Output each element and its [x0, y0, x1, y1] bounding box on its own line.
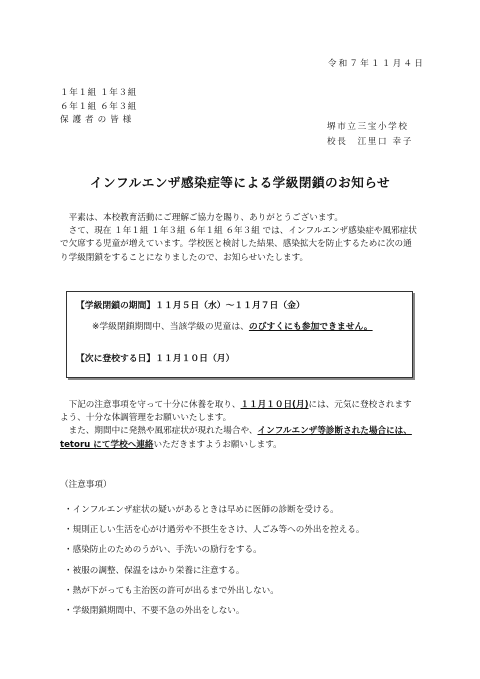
notes-heading: （注意事項） — [60, 480, 112, 490]
school-name: 堺市立三宝小学校 — [327, 122, 409, 132]
intro-section — [60, 212, 420, 265]
list-item: ・被服の調整、保温をはかり栄養に注意する。 — [64, 565, 245, 576]
sender-block — [327, 120, 413, 149]
list-item: ・熱が下がっても主治医の許可が出るまで外出しない。 — [64, 585, 279, 596]
document-title: インフルエンザ感染症等による学級閉鎖のお知らせ — [89, 175, 391, 190]
instruction-paragraph-2 — [60, 425, 420, 451]
closure-note — [92, 319, 373, 332]
list-item: ・感染防止のためのうがい、手洗いの励行をする。 — [64, 545, 262, 556]
list-item: ・インフルエンザ症状の疑いがあるときは早めに医師の診断を受ける。 — [64, 505, 339, 515]
instruction-text: いただきますようお願いします。 — [153, 439, 282, 450]
closure-note-emphasis: のびすくにも参加できません。 — [248, 322, 373, 332]
list-item: ・学級閉鎖期間中、不要不急の外出をしない。 — [64, 606, 245, 617]
principal-name: 校長 江里口 幸子 — [327, 136, 413, 147]
return-day-value: １１月１０日（月） — [155, 354, 235, 364]
return-day-label: 【次に登校する日】 — [76, 354, 156, 364]
closure-period-label: 【学級閉鎖の期間】 — [76, 301, 156, 311]
return-day — [76, 351, 234, 364]
instruction-text: 下記の注意事項を守って十分に休養を取り、 — [68, 400, 241, 410]
recipient-list — [60, 87, 137, 128]
recipient-line: ６年１組 ６年３組 — [60, 101, 137, 112]
recipient-line: 保 護 者 の 皆 様 — [60, 115, 132, 125]
closure-period-value: １１月５日（水）～１１月７日（金） — [155, 301, 305, 311]
return-date-emphasis: １１月１０日(月) — [240, 400, 309, 410]
list-item: ・規則正しい生活を心がけ過労や不摂生をさけ、人ごみ等への外出を控える。 — [64, 525, 365, 536]
instruction-section — [60, 399, 420, 452]
closure-period — [76, 298, 305, 311]
instruction-text: には、元気に登校されますよう、十分な体調管理をお願いいたします。 — [60, 400, 412, 424]
instruction-paragraph-1 — [60, 399, 420, 425]
closure-note-text: ※学級閉鎖期間中、当該学級の児童は、 — [92, 322, 249, 332]
intro-paragraph-1: 平素は、本校教育活動にご理解ご協力を賜り、ありがとうございます。 — [68, 213, 343, 223]
document-date: 令和７年１１月４日 — [327, 59, 425, 69]
instruction-text: また、期間中に発熱や風邪症状が現れた場合や、 — [68, 426, 258, 437]
notes-list — [64, 500, 364, 621]
recipient-line: １年１組 １年３組 — [60, 88, 137, 98]
report-instruction-emphasis: インフルエンザ等診断された場合には、tetoru にて学校へ連絡 — [60, 426, 412, 450]
intro-paragraph-2: さて、現在 １年１組 １年３組 ６年１組 ６年３組 では、インフルエンザ感染症や風邪症状で欠席する児童が増えています。学校医と検討した結果、感染拡大を防止するために次の通り学級閉鎖をすることになりましたので、お知らせいたします。 — [60, 226, 417, 263]
